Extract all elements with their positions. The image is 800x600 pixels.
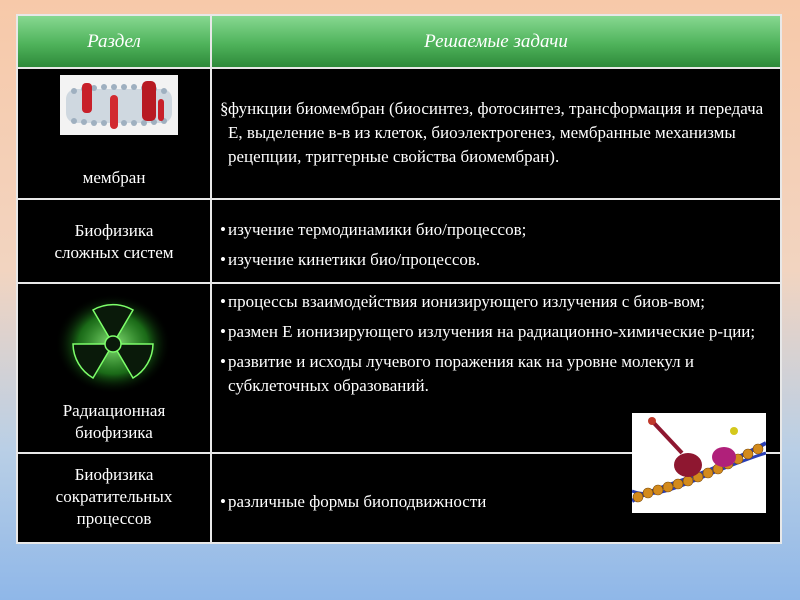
tasks-membrane bbox=[214, 97, 776, 175]
list-item: • размен E ионизирующего излучения на радиационно-химические р-ции; bbox=[220, 322, 756, 341]
column-divider bbox=[210, 16, 212, 544]
section-bullet: § bbox=[220, 99, 229, 118]
tasks-radiation bbox=[214, 290, 776, 404]
table-row bbox=[18, 200, 780, 284]
header-section: Раздел bbox=[87, 31, 141, 52]
list-item: • различные формы биоподвижности bbox=[220, 492, 487, 511]
list-item: • процессы взаимодействия ионизирующего излучения с биов-вом; bbox=[220, 292, 706, 311]
header-tasks: Решаемые задачи bbox=[424, 31, 568, 52]
radiation-trefoil-icon bbox=[54, 292, 172, 396]
section-contractile: Биофизика сократительных процессов bbox=[55, 465, 173, 528]
list-item: • изучение кинетики био/процессов. bbox=[220, 250, 481, 269]
section-complex-systems: Биофизика сложных систем bbox=[54, 221, 174, 262]
tasks-complex-systems bbox=[214, 218, 776, 278]
section-membrane: мембран bbox=[82, 168, 146, 187]
list-item: • изучение термодинамики био/процессов; bbox=[220, 220, 527, 239]
membrane-illustration bbox=[60, 75, 178, 135]
molecular-motor-illustration bbox=[632, 413, 766, 513]
table-header bbox=[18, 16, 780, 69]
table-row bbox=[18, 69, 780, 200]
list-item: §функции биомембран (биосинтез, фотосинтез, трансформация и передача E, выделение в-в из клеток, биоэлектрогенез, мембранные механизмы рецепции, триггерные свойства биомембран). bbox=[220, 99, 764, 166]
list-item: • развитие и исходы лучевого поражения как на уровне молекул и субклеточных образований. bbox=[220, 352, 694, 395]
section-radiation: Радиационная биофизика bbox=[62, 401, 166, 442]
